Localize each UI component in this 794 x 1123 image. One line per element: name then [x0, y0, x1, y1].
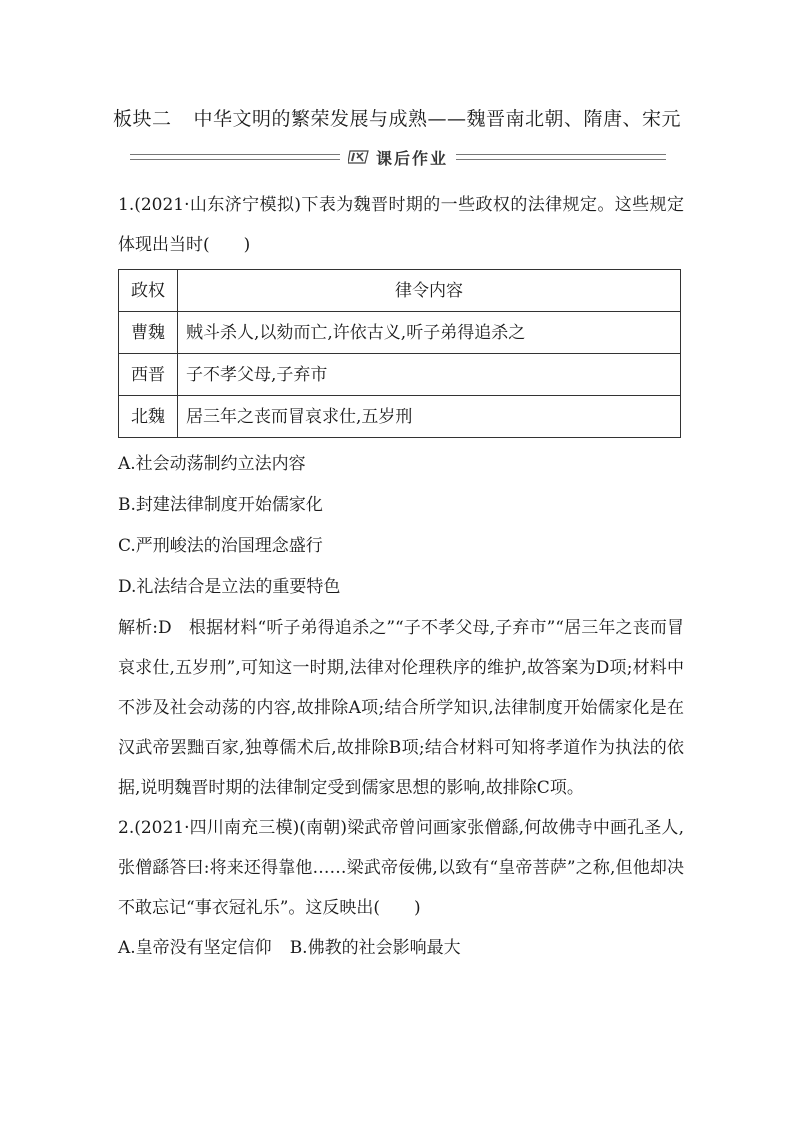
question-2-stem: 2.(2021·四川南充三模)(南朝)梁武帝曾问画家张僧繇,何故佛寺中画孔圣人,张僧繇答曰:将来还得靠他……梁武帝佞佛,以致有“皇帝菩萨”之称,但他却决不敢忘记“事衣冠礼乐”。这反映出( ) [118, 818, 684, 918]
table-row [119, 396, 681, 438]
table-header-cell: 政权 [119, 270, 178, 312]
section-title: 中华文明的繁荣发展与成熟——魏晋南北朝、隋唐、宋元 [193, 108, 682, 130]
question-1-analysis: 解析:D 根据材料“听子弟得追杀之”“子不孝父母,子弃市”“居三年之丧而冒哀求仕,五岁刑”,可知这一时期,法律对伦理秩序的维护,故答案为D项;材料中不涉及社会动荡的内容,故排除A项;结合所学知识,法律制度开始儒家化是在汉武帝罢黜百家,独尊儒术后,故排除B项;结合材料可知将孝道作为执法的依据,说明魏晋时期的法律制定受到儒家思想的影响,故排除C项。 [118, 618, 684, 798]
section-divider [130, 146, 666, 168]
question-1-option-c: C.严刑峻法的治国理念盛行 [118, 536, 323, 556]
question-1-option-d: D.礼法结合是立法的重要特色 [118, 577, 341, 597]
table-cell-regime: 曹魏 [119, 312, 178, 354]
question-2-option-b: B.佛教的社会影响最大 [289, 938, 461, 958]
divider-rule-right [456, 154, 666, 160]
question-1-stem: 1.(2021·山东济宁模拟)下表为魏晋时期的一些政权的法律规定。这些规定体现出当时( ) [118, 195, 684, 255]
table-header-row [119, 270, 681, 312]
table-header-cell: 律令内容 [178, 270, 681, 312]
question-1-option-b: B.封建法律制度开始儒家化 [118, 495, 323, 515]
homework-logo-icon [348, 149, 370, 165]
section-label: 板块二 [112, 108, 172, 130]
divider-rule-left [130, 154, 340, 160]
question-2-options [118, 928, 684, 969]
table-cell-law: 居三年之丧而冒哀求仕,五岁刑 [178, 396, 681, 438]
page-title [0, 104, 794, 131]
table-cell-regime: 西晋 [119, 354, 178, 396]
table-row [119, 312, 681, 354]
question-2-option-a: A.皇帝没有坚定信仰 [118, 938, 272, 958]
question-1-option-a: A.社会动荡制约立法内容 [118, 454, 306, 474]
law-table [118, 269, 681, 438]
divider-label [340, 146, 456, 169]
table-cell-regime: 北魏 [119, 396, 178, 438]
table-row [119, 354, 681, 396]
table-cell-law: 贼斗杀人,以劾而亡,许依古义,听子弟得追杀之 [178, 312, 681, 354]
table-cell-law: 子不孝父母,子弃市 [178, 354, 681, 396]
question-content [118, 185, 684, 969]
divider-label-text: 课后作业 [376, 148, 449, 168]
